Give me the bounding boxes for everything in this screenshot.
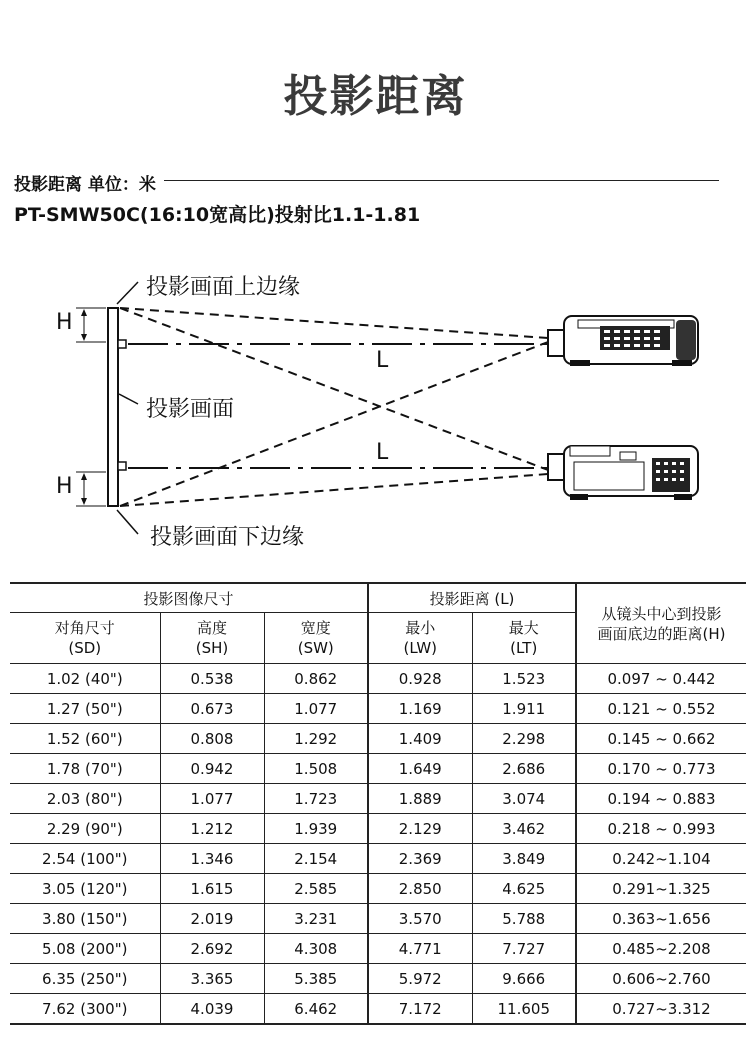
column-header-abbr: (SH) bbox=[195, 639, 229, 657]
table-cell: 0.727~3.312 bbox=[576, 994, 746, 1025]
table-cell: 0.218 ~ 0.993 bbox=[576, 814, 746, 844]
table-cell: 2.03 (80") bbox=[10, 784, 160, 814]
table-cell: 0.170 ~ 0.773 bbox=[576, 754, 746, 784]
table-cell: 4.771 bbox=[368, 934, 472, 964]
h-bottom-arrowhead-up bbox=[81, 473, 87, 480]
table-row bbox=[10, 814, 746, 844]
table-row bbox=[10, 964, 746, 994]
table-cell: 1.077 bbox=[160, 784, 264, 814]
table-cell: 1.02 (40") bbox=[10, 664, 160, 694]
column-header-name: 宽度 bbox=[300, 619, 331, 637]
table-cell: 0.097 ~ 0.442 bbox=[576, 664, 746, 694]
table-cell: 2.692 bbox=[160, 934, 264, 964]
column-header-abbr: (SW) bbox=[297, 639, 334, 657]
table-cell: 0.194 ~ 0.883 bbox=[576, 784, 746, 814]
table-cell: 1.889 bbox=[368, 784, 472, 814]
table-cell: 0.942 bbox=[160, 754, 264, 784]
table-cell: 2.154 bbox=[264, 844, 368, 874]
table-cell: 1.615 bbox=[160, 874, 264, 904]
table-row bbox=[10, 934, 746, 964]
table-cell: 2.850 bbox=[368, 874, 472, 904]
table-cell: 3.365 bbox=[160, 964, 264, 994]
table-body bbox=[10, 664, 746, 1025]
upper-lens-marker bbox=[118, 340, 126, 348]
table-cell: 2.54 (100") bbox=[10, 844, 160, 874]
column-header-sd bbox=[10, 613, 160, 664]
table-cell: 11.605 bbox=[472, 994, 576, 1025]
column-header-abbr: (SD) bbox=[68, 639, 102, 657]
table-cell: 5.972 bbox=[368, 964, 472, 994]
column-header-h-line2: 画面底边的距离(H) bbox=[597, 624, 726, 643]
table-cell: 1.508 bbox=[264, 754, 368, 784]
beam-upper-bottom bbox=[120, 342, 548, 506]
h-top-arrowhead-up bbox=[81, 309, 87, 316]
h-label-bottom: H bbox=[56, 474, 73, 499]
table-cell: 1.212 bbox=[160, 814, 264, 844]
table-cell: 3.80 (150") bbox=[10, 904, 160, 934]
table-cell: 2.369 bbox=[368, 844, 472, 874]
column-header-abbr: (LW) bbox=[403, 639, 437, 657]
beam-lower-bottom bbox=[120, 474, 548, 506]
bottom-edge-label: 投影画面下边缘 bbox=[150, 525, 305, 550]
table-cell: 2.298 bbox=[472, 724, 576, 754]
page-title: 投影距离 bbox=[283, 71, 468, 122]
table-cell: 1.939 bbox=[264, 814, 368, 844]
table-row bbox=[10, 874, 746, 904]
table-cell: 2.585 bbox=[264, 874, 368, 904]
table-row bbox=[10, 784, 746, 814]
table-cell: 3.05 (120") bbox=[10, 874, 160, 904]
table-cell: 0.242~1.104 bbox=[576, 844, 746, 874]
table-cell: 2.686 bbox=[472, 754, 576, 784]
screen-rect bbox=[108, 308, 118, 506]
table-cell: 1.723 bbox=[264, 784, 368, 814]
table-cell: 1.169 bbox=[368, 694, 472, 724]
table-row bbox=[10, 664, 746, 694]
table-cell: 4.039 bbox=[160, 994, 264, 1025]
screen-label: 投影画面 bbox=[146, 397, 235, 422]
column-header-h bbox=[576, 583, 746, 664]
table-cell: 4.625 bbox=[472, 874, 576, 904]
group-header-distance: 投影距离 (L) bbox=[368, 583, 576, 613]
table-cell: 0.121 ~ 0.552 bbox=[576, 694, 746, 724]
table-cell: 9.666 bbox=[472, 964, 576, 994]
ceiling-projector bbox=[548, 316, 698, 366]
table-cell: 1.78 (70") bbox=[10, 754, 160, 784]
beam-upper-top bbox=[120, 308, 548, 338]
column-header-sh bbox=[160, 613, 264, 664]
table-cell: 1.52 (60") bbox=[10, 724, 160, 754]
table-cell: 1.409 bbox=[368, 724, 472, 754]
table-cell: 5.385 bbox=[264, 964, 368, 994]
column-header-lt bbox=[472, 613, 576, 664]
table-cell: 4.308 bbox=[264, 934, 368, 964]
column-header-h-line1: 从镜头中心到投影 bbox=[601, 604, 722, 623]
top-edge-label: 投影画面上边缘 bbox=[146, 275, 301, 300]
group-header-size: 投影图像尺寸 bbox=[10, 583, 368, 613]
column-header-name: 高度 bbox=[196, 619, 227, 637]
table-cell: 1.292 bbox=[264, 724, 368, 754]
table-group-header-row bbox=[10, 583, 746, 613]
top-edge-callout bbox=[117, 282, 138, 304]
table-cell: 3.231 bbox=[264, 904, 368, 934]
table-cell: 0.363~1.656 bbox=[576, 904, 746, 934]
table-cell: 1.346 bbox=[160, 844, 264, 874]
h-label-top: H bbox=[56, 310, 73, 335]
table-cell: 0.928 bbox=[368, 664, 472, 694]
model-line: PT-SMW50C(16:10宽高比)投射比1.1-1.81 bbox=[14, 204, 421, 226]
table-cell: 1.649 bbox=[368, 754, 472, 784]
table-row bbox=[10, 694, 746, 724]
bottom-edge-callout bbox=[117, 510, 138, 534]
table-cell: 5.08 (200") bbox=[10, 934, 160, 964]
h-bottom-arrowhead-down bbox=[81, 498, 87, 505]
l-label-upper: L bbox=[376, 348, 389, 373]
column-header-sw bbox=[264, 613, 368, 664]
table-cell: 0.145 ~ 0.662 bbox=[576, 724, 746, 754]
unit-header bbox=[14, 168, 719, 194]
table-cell: 0.808 bbox=[160, 724, 264, 754]
table-cell: 7.172 bbox=[368, 994, 472, 1025]
column-header-name: 对角尺寸 bbox=[54, 619, 115, 637]
table-cell: 1.077 bbox=[264, 694, 368, 724]
column-header-name: 最小 bbox=[405, 619, 436, 637]
table-cell: 6.462 bbox=[264, 994, 368, 1025]
l-label-lower: L bbox=[376, 440, 389, 465]
table-row bbox=[10, 994, 746, 1025]
projection-distance-table bbox=[10, 582, 746, 1025]
table-cell: 1.911 bbox=[472, 694, 576, 724]
table-cell: 2.129 bbox=[368, 814, 472, 844]
table-cell: 2.29 (90") bbox=[10, 814, 160, 844]
table-cell: 0.862 bbox=[264, 664, 368, 694]
table-row bbox=[10, 844, 746, 874]
table-cell: 0.291~1.325 bbox=[576, 874, 746, 904]
column-header-abbr: (LT) bbox=[510, 639, 538, 657]
table-cell: 0.606~2.760 bbox=[576, 964, 746, 994]
lower-lens-marker bbox=[118, 462, 126, 470]
column-header-name: 最大 bbox=[508, 619, 539, 637]
table-cell: 0.673 bbox=[160, 694, 264, 724]
table-row bbox=[10, 754, 746, 784]
table-cell: 6.35 (250") bbox=[10, 964, 160, 994]
table-cell: 0.538 bbox=[160, 664, 264, 694]
table-cell: 2.019 bbox=[160, 904, 264, 934]
screen-callout bbox=[119, 394, 138, 404]
table-cell: 7.62 (300") bbox=[10, 994, 160, 1025]
unit-label: 投影距离 单位：米 bbox=[14, 170, 164, 195]
beam-lower-top bbox=[120, 308, 548, 470]
table-row bbox=[10, 904, 746, 934]
column-header-lw bbox=[368, 613, 472, 664]
desktop-projector bbox=[548, 446, 698, 500]
table-cell: 3.074 bbox=[472, 784, 576, 814]
table-row bbox=[10, 724, 746, 754]
h-top-arrowhead-down bbox=[81, 334, 87, 341]
table-cell: 3.570 bbox=[368, 904, 472, 934]
table-cell: 1.523 bbox=[472, 664, 576, 694]
table-cell: 0.485~2.208 bbox=[576, 934, 746, 964]
table-cell: 3.462 bbox=[472, 814, 576, 844]
diagram-drawing bbox=[0, 262, 751, 562]
table-cell: 3.849 bbox=[472, 844, 576, 874]
table-cell: 1.27 (50") bbox=[10, 694, 160, 724]
table-cell: 7.727 bbox=[472, 934, 576, 964]
projection-diagram bbox=[0, 262, 751, 562]
table-cell: 5.788 bbox=[472, 904, 576, 934]
